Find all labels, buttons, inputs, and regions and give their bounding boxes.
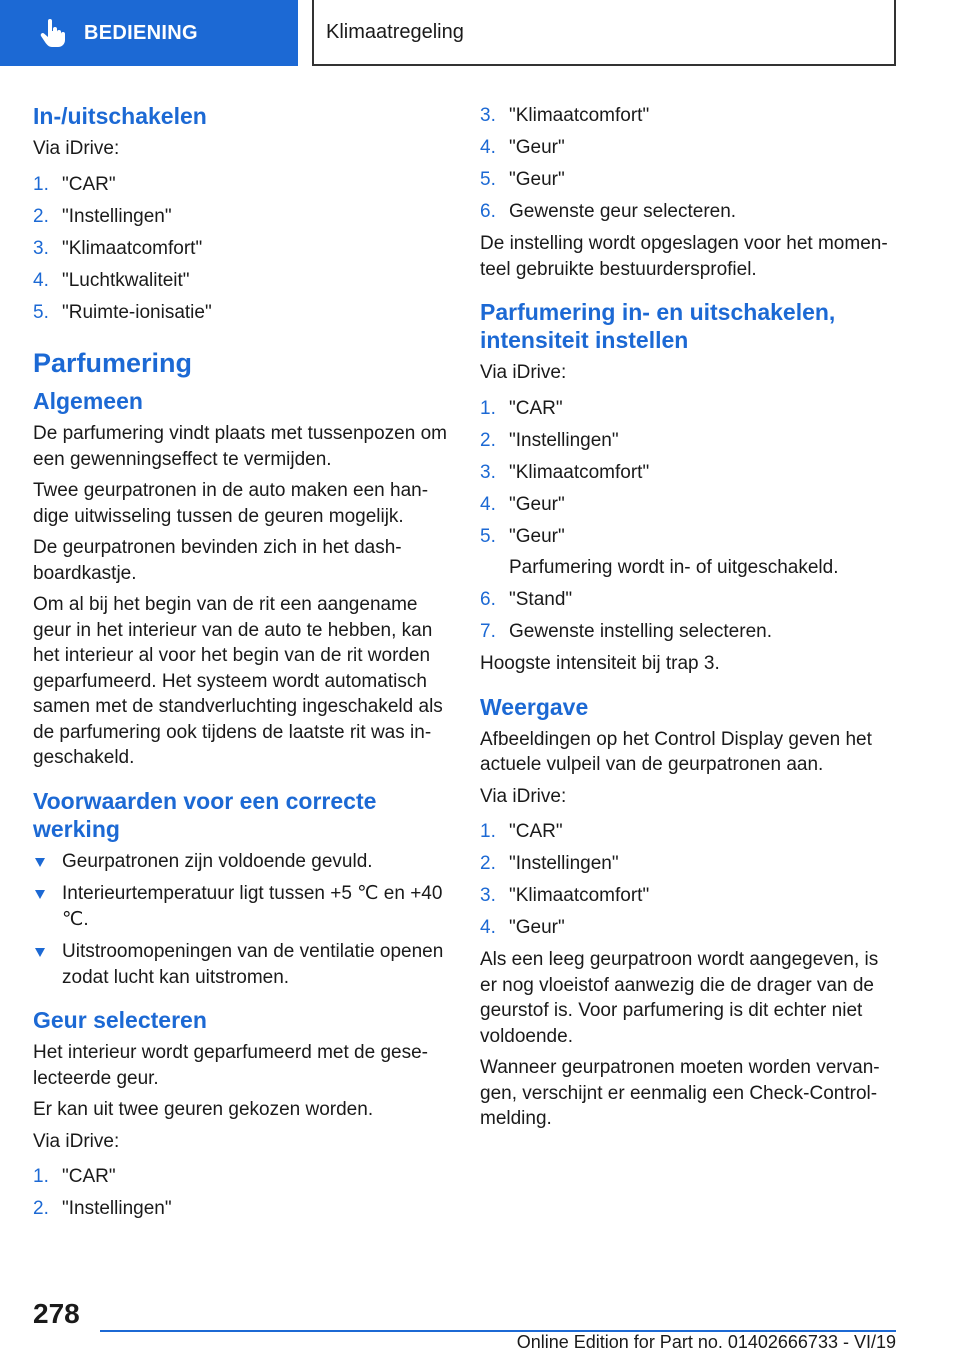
via-idrive-2: Via iDrive: bbox=[33, 1130, 120, 1152]
step-text: "Klimaatcomfort" bbox=[509, 105, 650, 126]
step-text: "Instellingen" bbox=[62, 205, 172, 227]
section-tab bbox=[0, 0, 298, 66]
step-item bbox=[480, 587, 900, 613]
step-text: "Geur" bbox=[509, 137, 565, 158]
paragraph: De instelling wordt opgeslagen voor het momen-teel gebruikte bestuurdersprofiel. bbox=[480, 233, 888, 280]
step-item bbox=[480, 524, 900, 581]
step-item bbox=[33, 268, 453, 294]
hand-pointer-icon bbox=[40, 19, 66, 47]
step-text: "Geur" bbox=[509, 525, 565, 547]
step-number: 4. bbox=[33, 269, 49, 291]
steps-onoff bbox=[33, 172, 453, 326]
step-item bbox=[480, 851, 900, 877]
step-item bbox=[480, 819, 900, 845]
step-item bbox=[33, 172, 453, 198]
step-number: 1. bbox=[33, 173, 49, 195]
via-idrive-1: Via iDrive: bbox=[33, 138, 120, 159]
bullet-item bbox=[33, 881, 453, 932]
step-number: 6. bbox=[480, 201, 496, 222]
step-item bbox=[480, 883, 900, 909]
step-number: 2. bbox=[480, 853, 496, 874]
via-idrive-4: Via iDrive: bbox=[480, 785, 567, 807]
triangle-bullet-icon bbox=[35, 858, 45, 867]
step-number: 5. bbox=[480, 525, 496, 547]
step-item bbox=[480, 167, 900, 193]
step-text: "CAR" bbox=[62, 173, 116, 195]
paragraph: Om al bij het begin van de rit een aangename geur in het interieur van de auto te hebben, kan het interieur al voor het begin van de rit worden geparfumeerd. Het systeem wordt automatisch samen met de standverluchting ingeschakeld als de parfumering ook tijdens de laatste rit was in-geschakeld. bbox=[33, 594, 443, 768]
step-item bbox=[480, 619, 900, 645]
heading-onoff: In-/uitschakelen bbox=[33, 103, 207, 129]
paragraph: Afbeeldingen op het Control Display geven het actuele vulpeil van de geurpatronen aan. bbox=[480, 728, 872, 775]
step-number: 3. bbox=[33, 237, 49, 259]
bullet-item bbox=[33, 849, 453, 875]
step-item bbox=[480, 396, 900, 422]
steps-weergave bbox=[480, 819, 900, 941]
page-number: 278 bbox=[33, 1298, 80, 1329]
bullet-list bbox=[33, 849, 453, 991]
step-number: 1. bbox=[480, 397, 496, 419]
step-number: 1. bbox=[33, 1166, 49, 1187]
step-item bbox=[480, 103, 900, 129]
bullet-item bbox=[33, 939, 453, 990]
step-text: "CAR" bbox=[509, 821, 563, 842]
footer-edition: Online Edition for Part no. 01402666733 - VI/19 bbox=[516, 1332, 896, 1352]
paragraph: Twee geurpatronen in de auto maken een han-dige uitwisseling tussen de geuren mogelijk. bbox=[33, 480, 429, 527]
step-item bbox=[480, 492, 900, 518]
step-number: 2. bbox=[33, 1198, 49, 1219]
step-number: 5. bbox=[33, 301, 49, 323]
step-number: 2. bbox=[33, 205, 49, 227]
step-number: 4. bbox=[480, 493, 496, 515]
step-number: 4. bbox=[480, 137, 496, 158]
step-text: "Luchtkwaliteit" bbox=[62, 269, 190, 291]
step-text: Gewenste instelling selecteren. bbox=[509, 621, 772, 642]
bullet-text: Uitstroomopeningen van de ventilatie openen zodat lucht kan uitstromen. bbox=[62, 941, 444, 988]
step-number: 4. bbox=[480, 917, 496, 938]
heading-geur-selecteren: Geur selecteren bbox=[33, 1007, 207, 1033]
heading-intensiteit: Parfumering in- en uitschakelen, intensiteit instellen bbox=[480, 299, 836, 353]
bullet-text: Interieurtemperatuur ligt tussen +5 ℃ en +40 ℃. bbox=[62, 883, 443, 930]
via-idrive-3: Via iDrive: bbox=[480, 362, 567, 383]
step-number: 3. bbox=[480, 885, 496, 906]
step-text: Gewenste geur selecteren. bbox=[509, 201, 737, 222]
step-text: "Ruimte-ionisatie" bbox=[62, 301, 212, 323]
step-item bbox=[480, 199, 900, 225]
step-item bbox=[33, 1196, 453, 1222]
heading-parfumering: Parfumering bbox=[33, 348, 193, 378]
step-item bbox=[480, 428, 900, 454]
paragraph: De geurpatronen bevinden zich in het dash-boardkastje. bbox=[33, 537, 402, 584]
step-text: "Geur" bbox=[509, 917, 565, 938]
step-text: "CAR" bbox=[62, 1166, 116, 1187]
step-text: "Stand" bbox=[509, 589, 573, 610]
paragraph: Hoogste intensiteit bij trap 3. bbox=[480, 653, 720, 674]
section-label: BEDIENING bbox=[84, 21, 198, 44]
step-item bbox=[480, 915, 900, 941]
chapter-title: Klimaatregeling bbox=[312, 0, 896, 66]
step-item bbox=[33, 1164, 453, 1190]
steps-geur bbox=[33, 1164, 453, 1222]
triangle-bullet-icon bbox=[35, 948, 45, 957]
triangle-bullet-icon bbox=[35, 890, 45, 899]
step-text: "Instellingen" bbox=[62, 1198, 172, 1219]
bullet-text: Geurpatronen zijn voldoende gevuld. bbox=[62, 850, 373, 872]
heading-algemeen: Algemeen bbox=[33, 388, 143, 414]
step-text: "Instellingen" bbox=[509, 853, 619, 874]
left-column bbox=[33, 100, 453, 1228]
step-number: 5. bbox=[480, 169, 496, 190]
paragraph: De parfumering vindt plaats met tussenpozen om een gewenningseffect te vermijden. bbox=[33, 423, 447, 470]
heading-weergave: Weergave bbox=[480, 693, 589, 720]
step-number: 6. bbox=[480, 589, 496, 610]
step-item bbox=[480, 135, 900, 161]
paragraph: Als een leeg geurpatroon wordt aangegeven, is er nog vloeistof aanwezig die de drager van de geurstof is. Voor parfumering is dit echter niet voldoende. bbox=[480, 949, 879, 1047]
steps-geur-continued bbox=[480, 103, 900, 225]
paragraph: Er kan uit twee geuren gekozen worden. bbox=[33, 1099, 374, 1120]
step-number: 1. bbox=[480, 821, 496, 842]
step-number: 2. bbox=[480, 429, 496, 451]
step-number: 3. bbox=[480, 105, 496, 126]
step-text: "CAR" bbox=[509, 397, 563, 419]
heading-voorwaarden: Voorwaarden voor een correcte werking bbox=[33, 787, 377, 842]
step-text: "Klimaatcomfort" bbox=[509, 461, 650, 483]
step-text: "Geur" bbox=[509, 169, 565, 190]
right-column bbox=[480, 100, 900, 1138]
steps-intensiteit bbox=[480, 396, 900, 645]
step-item bbox=[33, 300, 453, 326]
step-item bbox=[480, 460, 900, 486]
step-text: "Geur" bbox=[509, 493, 565, 515]
paragraph: Wanneer geurpatronen moeten worden vervan-gen, verschijnt er eenmalig een Check-Control-melding. bbox=[480, 1057, 880, 1129]
step-subtext: Parfumering wordt in- of uitgeschakeld. bbox=[509, 557, 839, 578]
paragraph: Het interieur wordt geparfumeerd met de gese-lecteerde geur. bbox=[33, 1042, 428, 1089]
step-number: 7. bbox=[480, 621, 496, 642]
step-number: 3. bbox=[480, 461, 496, 483]
step-text: "Klimaatcomfort" bbox=[62, 237, 203, 259]
step-item bbox=[33, 204, 453, 230]
step-item bbox=[33, 236, 453, 262]
step-text: "Instellingen" bbox=[509, 429, 619, 451]
step-text: "Klimaatcomfort" bbox=[509, 885, 650, 906]
